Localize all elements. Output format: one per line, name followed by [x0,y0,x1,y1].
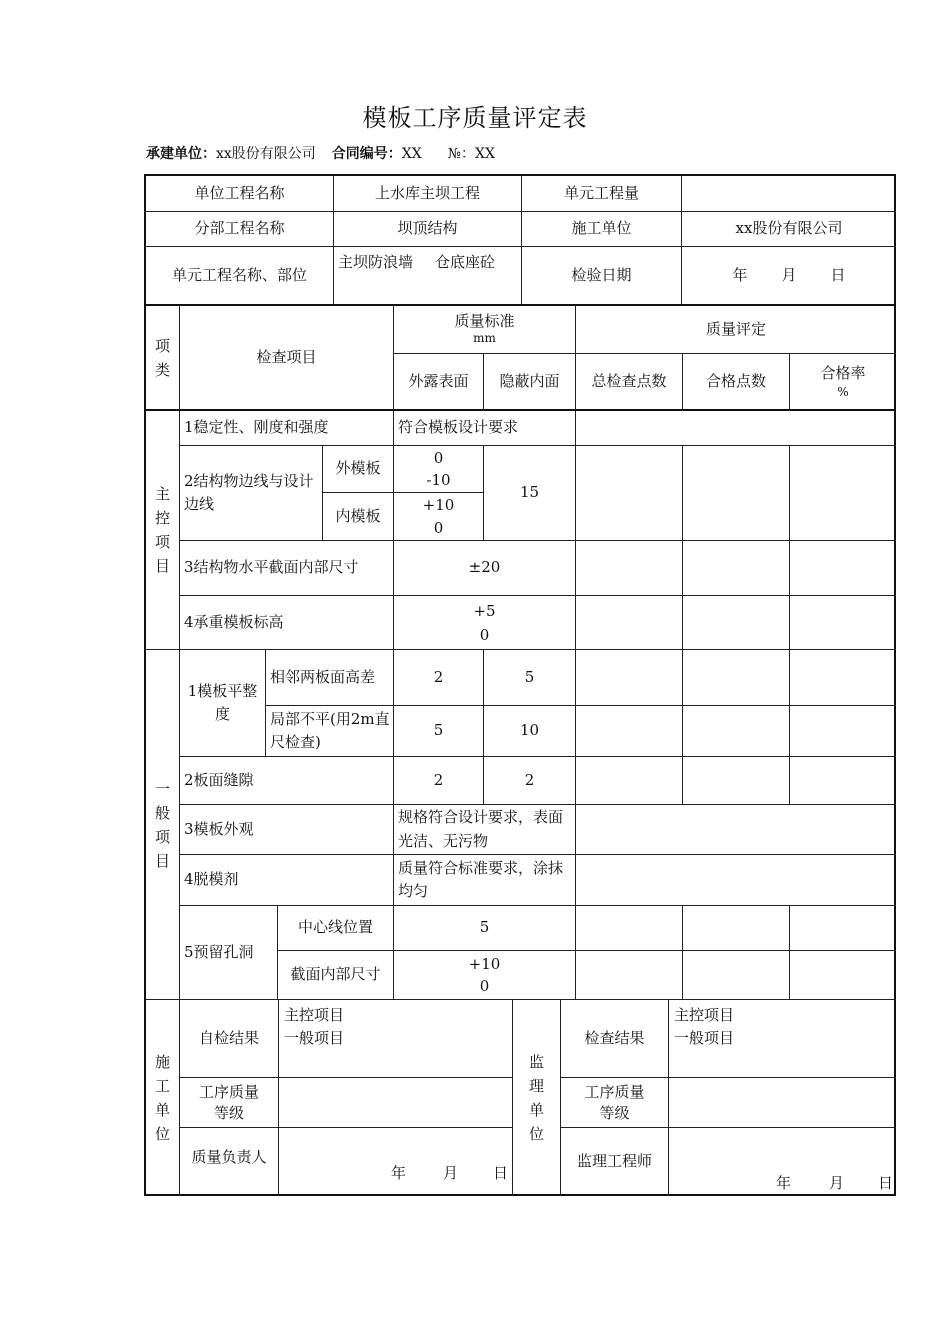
right-date-month: 月 [829,1174,845,1192]
general-item-1b: 局部不平(用2m直尺检查) [266,706,394,757]
check-result-value [669,1000,896,1078]
general-item-2-pass [683,757,790,805]
category-header: 项 类 [146,306,180,411]
unit-project-label: 单位工程名称 [146,176,334,212]
quality-person-signature [279,1128,513,1196]
main-item-2-rate [790,446,896,541]
general-item-1a-hidden: 5 [484,650,576,706]
general-item-3-eval [576,805,896,855]
self-check-general: 一般项目 [284,1029,345,1048]
general-item-2-hidden: 2 [484,757,576,805]
general-item-2-total [576,757,683,805]
main-item-4: 4承重模板标高 [180,596,394,650]
self-grade-value [279,1078,513,1128]
general-item-5a-total [576,906,683,951]
element-value [334,247,522,306]
supervisor-signature [669,1128,896,1196]
element-label: 单元工程名称、部位 [146,247,334,306]
contract-value: XX [401,146,422,162]
main-item-4-total [576,596,683,650]
general-item-4-std: 质量符合标准要求，涂抹均匀 [394,855,576,906]
general-item-4-eval [576,855,896,906]
unit-quantity-value [682,176,896,212]
meta-line [146,143,495,163]
no-label: №： [447,146,475,162]
contract-label: 合同编号： [331,146,402,162]
main-group-label: 主 控 项 目 [146,411,180,650]
general-item-2-exposed: 2 [394,757,484,805]
general-item-4: 4脱模剂 [180,855,394,906]
general-item-3: 3模板外观 [180,805,394,855]
general-item-2: 2板面缝隙 [180,757,394,805]
sub-project-label: 分部工程名称 [146,212,334,247]
main-item-2-pass [683,446,790,541]
main-item-1: 1稳定性、刚度和强度 [180,411,394,446]
check-result-general: 一般项目 [674,1029,735,1048]
self-grade-label: 工序质量 等级 [180,1078,279,1128]
right-date-year: 年 [776,1174,792,1192]
general-item-1b-hidden: 10 [484,706,576,757]
inspect-date-label: 检验日期 [522,247,682,306]
pass-rate-header: 合格率 % [790,354,896,411]
main-item-2-outer-std: 0 -10 [394,446,484,493]
main-item-2-hidden: 15 [484,446,576,541]
page-title: 模板工序质量评定表 [362,104,588,132]
element-value-b: 仓底座砼 [435,253,496,271]
general-item-5b-std: +10 0 [394,951,576,1000]
main-item-3-rate [790,541,896,596]
general-item-1a-rate [790,650,896,706]
eval-header: 质量评定 [576,306,896,354]
contractor-label: 承建单位： [146,146,216,162]
unit-project-value: 上水库主坝工程 [334,176,522,212]
general-item-1b-exposed: 5 [394,706,484,757]
general-item-3-std: 规格符合设计要求，表面光洁、无污物 [394,805,576,855]
no-value: XX [474,146,495,162]
general-item-5b-pass [683,951,790,1000]
construction-unit-label: 施工单位 [522,212,682,247]
std-header [394,306,576,354]
general-item-5a: 中心线位置 [278,906,394,951]
quality-person-label: 质量负责人 [180,1128,279,1196]
general-item-1b-rate [790,706,896,757]
self-check-main: 主控项目 [284,1006,345,1024]
unit-quantity-label: 单元工程量 [522,176,682,212]
sub-project-value: 坝顶结构 [334,212,522,247]
std-title: 质量标准 [454,311,515,330]
main-item-1-eval [576,411,896,446]
general-item-5a-rate [790,906,896,951]
std-unit: mm [473,331,496,346]
general-group-label: 一 般 项 目 [146,650,180,1000]
general-item-5a-pass [683,906,790,951]
main-item-2-inner-std: +10 0 [394,493,484,541]
general-item-1a-total [576,650,683,706]
hidden-header: 隐蔽内面 [484,354,576,411]
main-item-3-pass [683,541,790,596]
construction-unit-value: xx股份有限公司 [682,212,896,247]
supervision-grade-value [669,1078,896,1128]
general-item-5b-total [576,951,683,1000]
supervision-grade-label: 工序质量 等级 [561,1078,669,1128]
left-date-month: 月 [443,1164,459,1182]
general-item-5a-std: 5 [394,906,576,951]
construction-unit-block-label: 施 工 单 位 [146,1000,180,1196]
general-item-1: 1模板平整度 [180,650,266,757]
self-check-label: 自检结果 [180,1000,279,1078]
left-date-year: 年 [391,1164,407,1182]
exposed-header: 外露表面 [394,354,484,411]
contractor-value: xx股份有限公司 [216,146,316,162]
main-item-1-std: 符合模板设计要求 [394,411,576,446]
supervision-unit-block-label: 监 理 单 位 [513,1000,561,1196]
element-value-a: 主坝防浪墙 [338,253,414,271]
check-item-header: 检查项目 [180,306,394,411]
general-item-5b-rate [790,951,896,1000]
general-item-2-rate [790,757,896,805]
main-item-2-total [576,446,683,541]
main-item-2-outer: 外模板 [323,446,394,493]
main-item-2: 2结构物边线与设计边线 [180,446,323,541]
total-points-header: 总检查点数 [576,354,683,411]
general-item-1a-exposed: 2 [394,650,484,706]
check-result-label: 检查结果 [561,1000,669,1078]
general-item-5: 5预留孔洞 [180,906,278,1000]
self-check-result [279,1000,513,1078]
general-item-1b-total [576,706,683,757]
pass-points-header: 合格点数 [683,354,790,411]
supervisor-label: 监理工程师 [561,1128,669,1196]
general-item-1b-pass [683,706,790,757]
main-item-2-inner: 内模板 [323,493,394,541]
left-date-day: 日 [493,1164,509,1182]
date-month: 月 [781,265,797,284]
main-item-4-pass [683,596,790,650]
main-item-3-std: ±20 [394,541,576,596]
check-result-main: 主控项目 [674,1006,735,1024]
inspect-date-value [682,247,896,306]
evaluation-table [144,174,896,1196]
right-date-day: 日 [878,1174,894,1192]
main-item-3: 3结构物水平截面内部尺寸 [180,541,394,596]
general-item-1a-pass [683,650,790,706]
date-year: 年 [732,265,748,284]
main-item-4-rate [790,596,896,650]
general-item-1a: 相邻两板面高差 [266,650,394,706]
date-day: 日 [830,265,846,284]
general-item-5b: 截面内部尺寸 [278,951,394,1000]
main-item-3-total [576,541,683,596]
main-item-4-std: +5 0 [394,596,576,650]
